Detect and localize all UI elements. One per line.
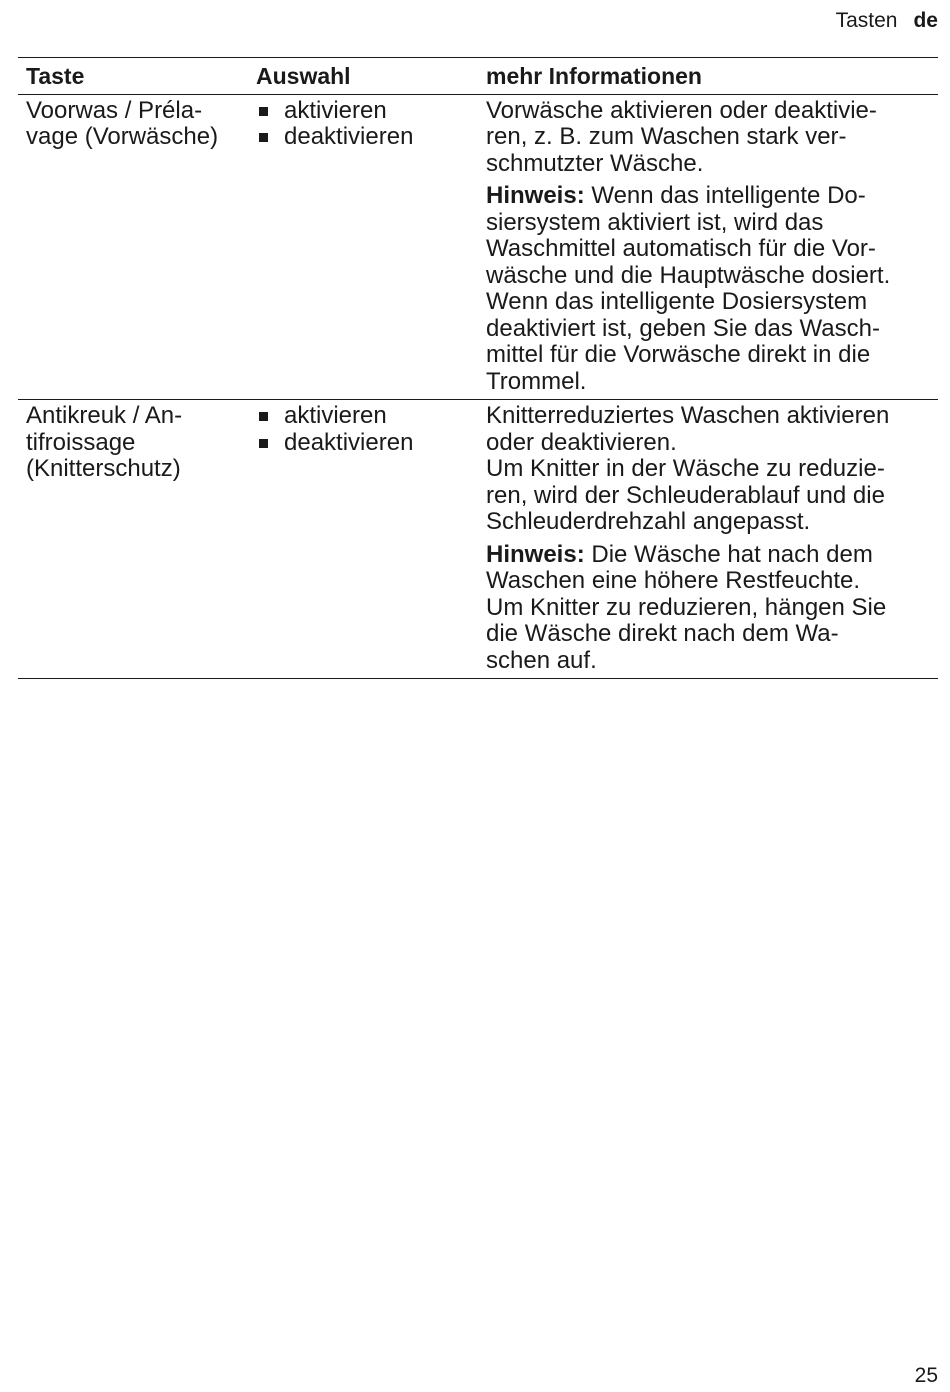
info-text: Vorwäsche aktivieren oder deaktivie- ren, z. B. zum Waschen stark ver- schmutzter Wäsche.: [486, 96, 877, 177]
key-cell: [18, 94, 248, 400]
keys-table: [18, 57, 938, 679]
table-body: [18, 94, 938, 679]
options-cell: [248, 94, 478, 400]
info-text: Knitterreduziertes Waschen aktivieren oder deaktivieren. Um Knitter in der Wäsche zu reduzie- ren, wird der Schleuderablauf und die Schleuderdrehzahl angepasst.: [486, 402, 890, 535]
info-cell: [478, 400, 938, 679]
info-cell: [478, 94, 938, 400]
note-text: Die Wäsche hat nach dem Waschen eine höhere Restfeuchte. Um Knitter zu reduzieren, hängen Sie die Wäsche direkt nach dem Wa- schen auf.: [486, 540, 887, 674]
option-item: [256, 124, 474, 151]
column-header-taste: Taste: [26, 63, 85, 89]
table-row: [18, 94, 938, 400]
note-label: Hinweis:: [486, 540, 585, 568]
language-code: de: [913, 9, 938, 32]
column-header-informationen: mehr Informationen: [486, 63, 702, 89]
key-name: Voorwas / Préla- vage (Vorwäsche): [26, 96, 219, 150]
info-paragraph: [486, 98, 938, 178]
running-header: [836, 8, 938, 34]
options-list: [256, 98, 474, 151]
note-paragraph: [486, 542, 938, 675]
square-bullet-icon: [259, 439, 268, 448]
options-cell: [248, 400, 478, 679]
note-paragraph: [486, 183, 938, 395]
page-number: 25: [914, 1364, 938, 1387]
section-title: Tasten: [835, 9, 898, 32]
option-item: [256, 98, 474, 125]
note-text: Wenn das intelligente Do- siersystem aktiviert ist, wird das Waschmittel automatisch für die Vor- wäsche und die Hauptwäsche dosiert. Wenn das intelligente Dosiersystem deaktiviert ist, geben Sie das Wasch- mittel für die Vorwäsche direkt in die Trommel.: [486, 182, 891, 395]
table-header: [18, 58, 938, 95]
info-paragraph: [486, 403, 938, 536]
option-label: aktivieren: [284, 402, 387, 429]
option-item: [256, 430, 474, 457]
option-item: [256, 403, 474, 430]
options-list: [256, 403, 474, 456]
column-header-auswahl: Auswahl: [256, 63, 351, 89]
key-cell: [18, 400, 248, 679]
table-row: [18, 400, 938, 679]
square-bullet-icon: [259, 133, 268, 142]
table-header-row: [18, 58, 938, 95]
square-bullet-icon: [259, 412, 268, 421]
note-label: Hinweis:: [486, 182, 585, 209]
option-label: deaktivieren: [284, 123, 414, 150]
square-bullet-icon: [259, 107, 268, 116]
key-name: Antikreuk / An- tifroissage (Knitterschutz): [26, 402, 183, 482]
option-label: deaktivieren: [284, 428, 414, 456]
option-label: aktivieren: [284, 96, 387, 124]
